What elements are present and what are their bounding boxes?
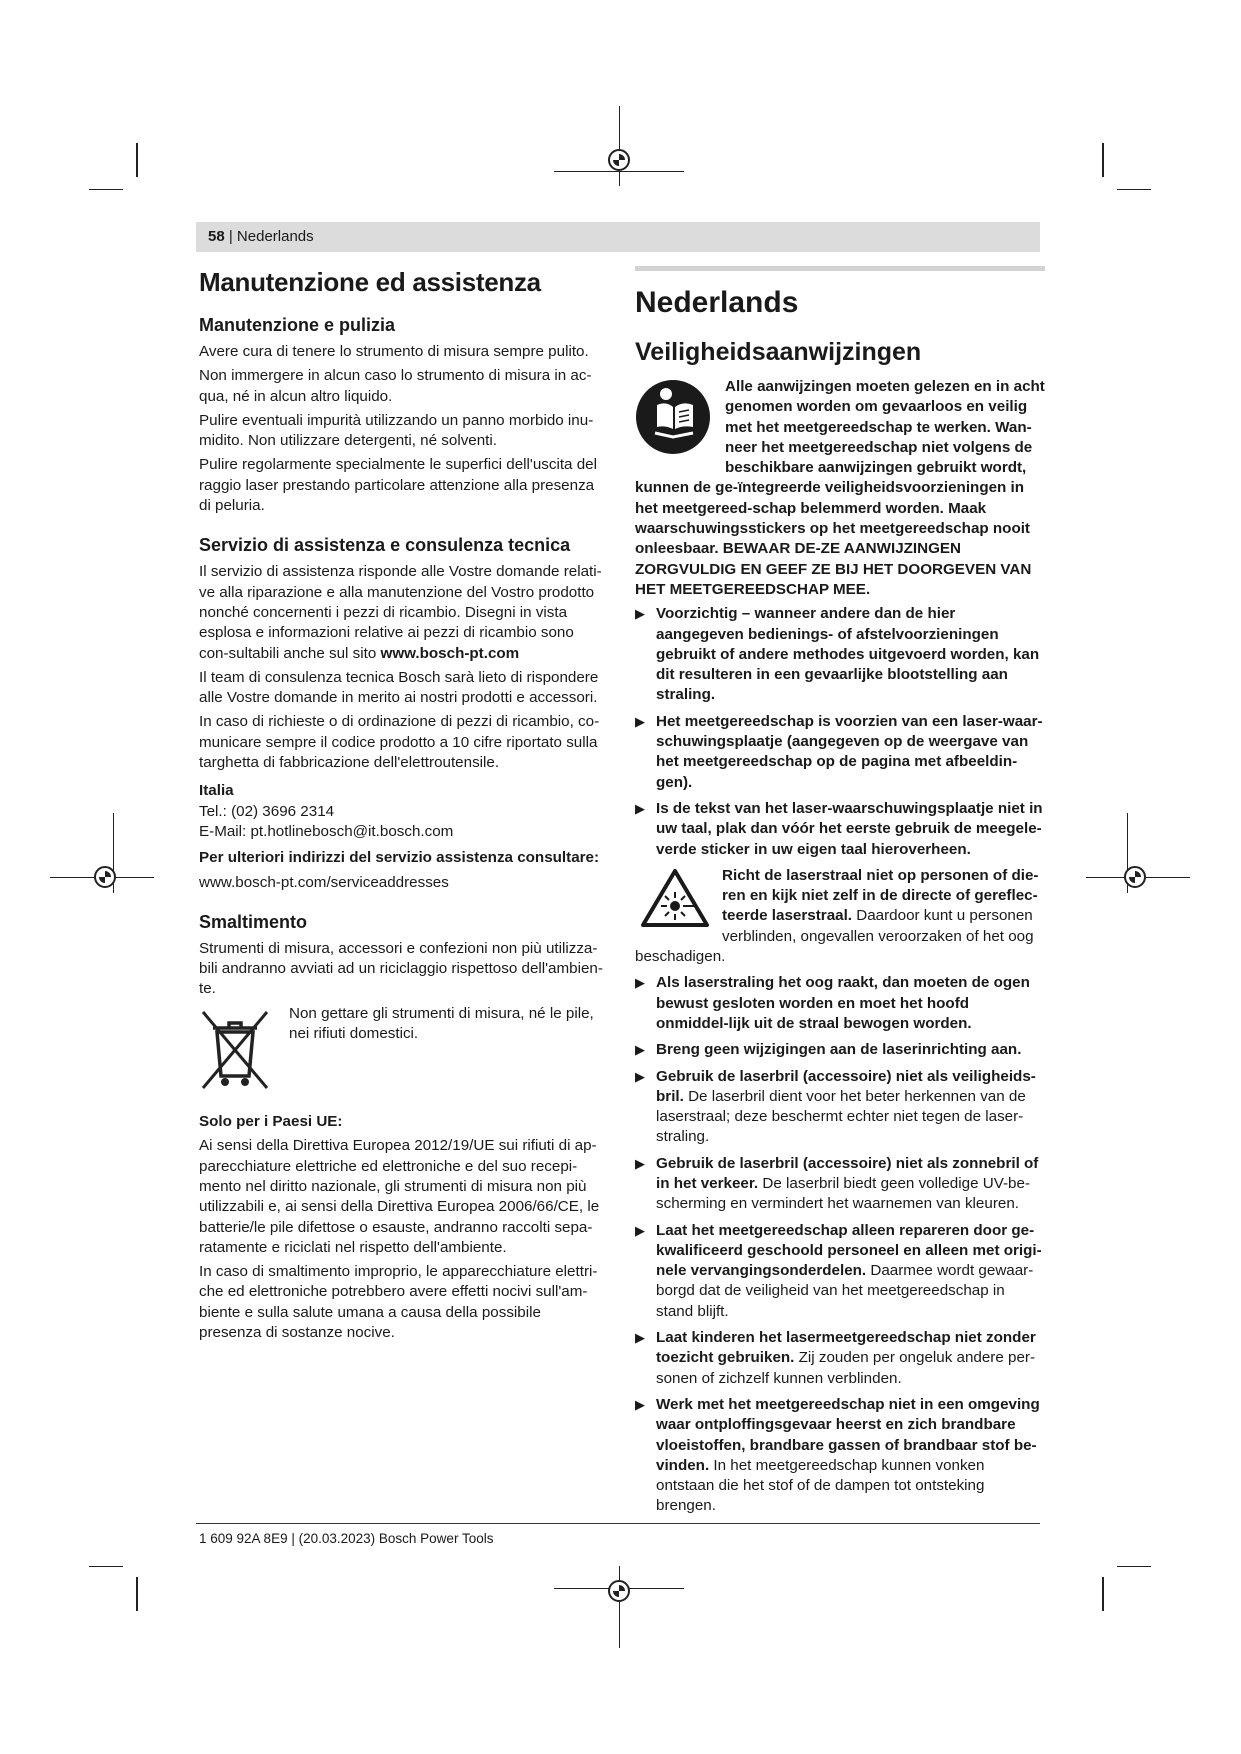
heading-disposal: Smaltimento bbox=[199, 911, 308, 932]
website-link[interactable]: www.bosch-pt.com bbox=[380, 644, 520, 662]
list-item bbox=[635, 712, 1045, 793]
paragraph: Avere cura di tenere lo strumento di misura sempre pulito. bbox=[199, 343, 589, 360]
section-title-nederlands: Nederlands bbox=[635, 286, 799, 319]
crop-mark bbox=[1117, 189, 1151, 190]
bullet-arrow-icon: ▶ bbox=[635, 1068, 645, 1084]
header-section: Nederlands bbox=[236, 228, 314, 245]
list-item bbox=[635, 1040, 1045, 1060]
bullet-arrow-icon: ▶ bbox=[635, 800, 645, 816]
list-item bbox=[635, 1395, 1045, 1517]
bullet-text: Daarmee wordt gewaar-borgd dat de veiligheid van het meetgereedschap in stand blijft. bbox=[656, 1262, 1034, 1320]
list-item bbox=[635, 1221, 1045, 1322]
registration-line bbox=[619, 106, 620, 186]
bullet-text-bold: Laat kinderen het lasermeetgereedschap niet zonder toezicht gebruiken. bbox=[656, 1329, 1036, 1367]
heading-maintenance-cleaning: Manutenzione e pulizia bbox=[199, 315, 396, 335]
telephone: Tel.: (02) 3696 2314 bbox=[199, 802, 335, 820]
bullet-text: Zij zouden per ongeluk andere per-sonen of zichzelf kunnen verblinden. bbox=[656, 1349, 1036, 1387]
bullet-text: Het meetgereedschap is voorzien van een laser-waar-schuwingsplaatje (aangegeven op de weergave van het meetgereedschap op de pagina met afbeeldin-gen). bbox=[656, 712, 1043, 791]
laser-warning-bold: Richt de laserstraal niet op personen of die-ren en kijk niet zelf in de directe of gereflec-teerde laserstraal. bbox=[722, 866, 1039, 925]
list-item bbox=[635, 1154, 1045, 1215]
crop-mark bbox=[1117, 1566, 1151, 1567]
registration-target-icon bbox=[608, 1580, 630, 1602]
bullet-text-bold: Gebruik de laserbril (accessoire) niet als zonnebril of in het verkeer. bbox=[656, 1154, 1039, 1192]
bullet-text: Is de tekst van het laser-waarschuwingsplaatje niet in uw taal, plak dan vóór het eerste gebruik de meegele-verde sticker in uw eigen taal hieroverheen. bbox=[656, 799, 1043, 858]
header-text: 58 | Nederlands bbox=[208, 228, 314, 245]
heading-safety-instructions: Veiligheidsaanwijzingen bbox=[635, 338, 922, 366]
bullet-arrow-icon: ▶ bbox=[635, 1042, 645, 1058]
page-footer: 1 609 92A 8E9 | (20.03.2023) Bosch Power Tools bbox=[199, 1531, 494, 1546]
list-item bbox=[635, 604, 1045, 705]
laser-warning-icon bbox=[640, 868, 710, 934]
paragraph: Strumenti di misura, accessori e confezioni non più utilizza-bili andranno avviati ad un riciclaggio rispettoso dell'ambien-te. bbox=[199, 939, 603, 998]
bin-notice-text: Non gettare gli strumenti di misura, né le pile, nei rifiuti domestici. bbox=[289, 1004, 594, 1043]
paragraph: Ai sensi della Direttiva Europea 2012/19/UE sui rifiuti di ap-parecchiature elettriche ed elettroniche e del suo recepi-mento nel diritto nazionale, gli strumenti di misura non più utilizzabili e, ai sensi della Direttiva Europea 2006/66/CE, le batterie/le pile difettose o esauste, andranno raccolti sepa-ratamente e riciclati nel rispetto dell'ambiente. bbox=[199, 1137, 600, 1256]
crop-mark bbox=[1102, 1577, 1104, 1611]
bullet-arrow-icon: ▶ bbox=[635, 606, 645, 622]
crop-mark bbox=[136, 1577, 138, 1611]
page-header bbox=[196, 222, 1040, 252]
bullet-arrow-icon: ▶ bbox=[635, 975, 645, 991]
registration-target-icon bbox=[608, 149, 630, 171]
bullet-text: In het meetgereedschap kunnen vonken ontstaan die het stof of de dampen tot ontsteking brengen. bbox=[656, 1456, 985, 1515]
crop-mark bbox=[89, 1566, 123, 1567]
bullet-text: Voorzichtig – wanneer andere dan de hier aangegeven bedienings- of afstelvoorzieningen gebruikt of andere methodes uitgevoerd worden, kan dit resulteren in een gevaarlijke blootstelling aan straling. bbox=[656, 605, 1040, 704]
paragraph: Il team di consulenza tecnica Bosch sarà lieto di rispondere alle Vostre domande in merito ai nostri prodotti e accessori. bbox=[199, 668, 599, 707]
bullet-text-bold: Werk met het meetgereedschap niet in een omgeving waar ontploffingsgevaar heerst en zich brandbare vloeistoffen, brandbare gassen of brandbaar stof be-vinden. bbox=[656, 1395, 1040, 1474]
footer-divider bbox=[196, 1523, 1040, 1524]
bullet-text: De laserbril biedt geen volledige UV-be-scherming en vermindert het waarnemen van kleuren. bbox=[656, 1174, 1031, 1213]
right-column bbox=[635, 266, 1045, 1523]
registration-line bbox=[554, 171, 684, 172]
eu-heading: Solo per i Paesi UE: bbox=[199, 1113, 343, 1131]
country-label: Italia bbox=[199, 782, 234, 800]
list-item bbox=[635, 799, 1045, 860]
list-item bbox=[635, 1328, 1045, 1389]
email[interactable]: E-Mail: pt.hotlinebosch@it.bosch.com bbox=[199, 822, 454, 840]
registration-target-icon bbox=[1124, 866, 1146, 888]
paragraph: Pulire eventuali impurità utilizzando un panno morbido inu-midito. Non utilizzare detergenti, né solventi. bbox=[199, 411, 594, 450]
paragraph: In caso di smaltimento improprio, le apparecchiature elettri-che ed elettroniche potrebbero avere effetti nocivi sull'am-biente e sulla salute umana a causa della possibile presenza di sostanze nocive. bbox=[199, 1263, 598, 1341]
laser-warning-text: Daardoor kunt u personen verblinden, ongevallen veroorzaken of het oog beschadigen. bbox=[635, 907, 1034, 966]
bullet-text-bold: Gebruik de laserbril (accessoire) niet als veiligheids-bril. bbox=[656, 1067, 1036, 1105]
bullet-arrow-icon: ▶ bbox=[635, 713, 645, 729]
bullet-arrow-icon: ▶ bbox=[635, 1330, 645, 1346]
safety-list bbox=[635, 973, 1045, 1516]
heading-service: Servizio di assistenza e consulenza tecnica bbox=[199, 535, 571, 556]
laser-warning bbox=[635, 866, 1045, 967]
bullet-text-bold: Laat het meetgereedschap alleen repareren door ge-kwalificeerd geschoold personeel en alleen met origi-nele vervangingsonderdelen. bbox=[656, 1221, 1042, 1280]
list-item bbox=[635, 1067, 1045, 1148]
paragraph: Non immergere in alcun caso lo strumento di misura in ac-qua, né in alcun altro liquido. bbox=[199, 367, 592, 405]
bullet-text: De laserbril dient voor het beter herkennen van de laserstraal; deze beschermt echter niet tegen de laser-straling. bbox=[656, 1087, 1026, 1146]
paragraph: Pulire regolarmente specialmente le superfici dell'uscita del raggio laser prestando particolare attenzione alla presenza di peluria. bbox=[199, 456, 597, 515]
safety-intro-text: Alle aanwijzingen moeten gelezen en in acht genomen worden om gevaarloos en veilig met het meetgereedschap te werken. Wan-neer het meetgereedschap niet volgens de beschikbare aanwijzingen gebruikt wordt, kunnen de ge-ïntegreerde veiligheidsvoorzieningen in het meetgereed-schap belemmerd worden. Maak waarschuwingsstickers op het meetgereedschap nooit onleesbaar. BEWAAR DE-ZE AANWIJZINGEN ZORGVULDIG EN GEEF ZE BIJ HET DOORGEVEN VAN HET MEETGEREEDSCHAP MEE. bbox=[635, 378, 1045, 598]
bullet-arrow-icon: ▶ bbox=[635, 1155, 645, 1171]
safety-list bbox=[635, 604, 1045, 860]
left-column bbox=[199, 266, 607, 1347]
disposal-notice bbox=[199, 1004, 607, 1098]
registration-target-icon bbox=[94, 866, 116, 888]
bullet-text: Breng geen wijzigingen aan de laserinrichting aan. bbox=[656, 1041, 1022, 1059]
service-addresses-link[interactable]: www.bosch-pt.com/serviceaddresses bbox=[199, 873, 449, 891]
bullet-arrow-icon: ▶ bbox=[635, 1396, 645, 1412]
list-item bbox=[635, 973, 1045, 1034]
read-manual-icon bbox=[635, 379, 711, 461]
crop-mark bbox=[136, 143, 138, 177]
paragraph: In caso di richieste o di ordinazione di pezzi di ricambio, co-municare sempre il codice prodotto a 10 cifre riportato sulla targhetta di fabbricazione dell'elettroutensile. bbox=[199, 713, 600, 772]
safety-intro bbox=[635, 377, 1045, 600]
crossed-bin-icon bbox=[199, 1006, 271, 1098]
page-number: 58 bbox=[208, 228, 225, 245]
paragraph bbox=[199, 562, 607, 663]
bullet-arrow-icon: ▶ bbox=[635, 1222, 645, 1238]
section-title-maintenance: Manutenzione ed assistenza bbox=[199, 267, 541, 297]
registration-line bbox=[619, 1566, 620, 1648]
bullet-text: Als laserstraling het oog raakt, dan moeten de ogen bewust gesloten worden en moet het hoofd onmiddel-lijk uit de straal bewogen worden. bbox=[656, 974, 1030, 1032]
section-divider bbox=[635, 266, 1045, 271]
crop-mark bbox=[89, 189, 123, 190]
crop-mark bbox=[1102, 143, 1104, 177]
more-addresses-label: Per ulteriori indirizzi del servizio assistenza consultare: bbox=[199, 849, 600, 867]
service-text: Il servizio di assistenza risponde alle Vostre domande relati-ve alla riparazione e alla manutenzione del Vostro prodotto nonché concernenti i pezzi di ricambio. Disegni in vista esplosa e informazioni relative ai pezzi di ricambio sono con-sultabili anche sul sito bbox=[199, 563, 602, 662]
